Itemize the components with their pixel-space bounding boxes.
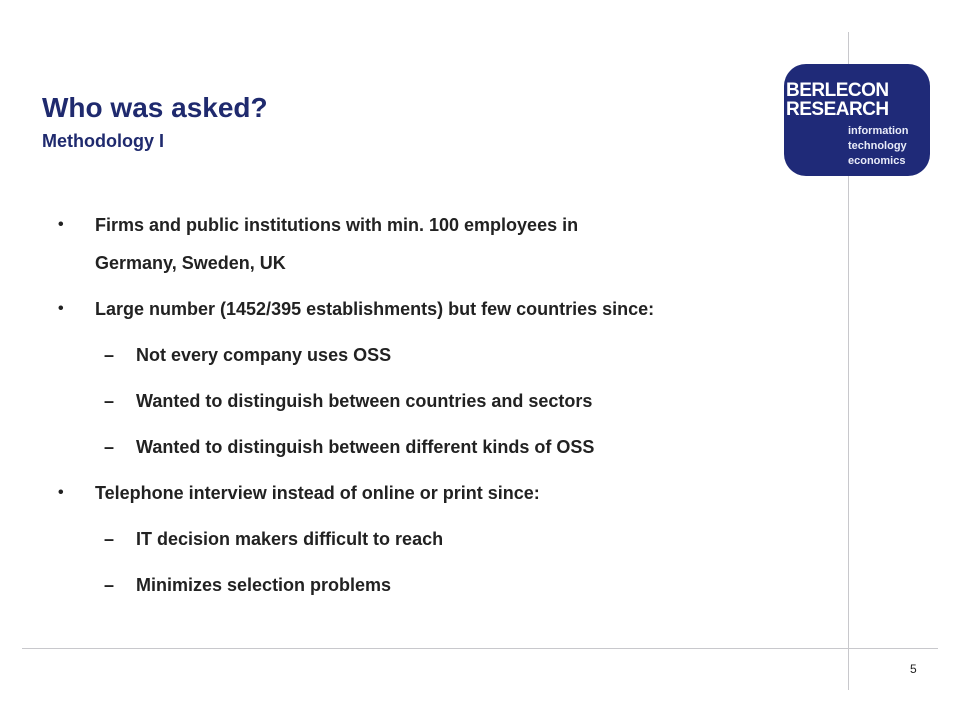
sub-bullet-marker: – bbox=[104, 437, 115, 457]
logo-line-1: BERLECON bbox=[786, 80, 889, 101]
berlecon-logo bbox=[784, 64, 930, 176]
sub-bullet-text: Wanted to distinguish between different kinds of OSS bbox=[136, 437, 595, 457]
sub-bullet-item bbox=[58, 520, 818, 558]
sub-bullet-item bbox=[58, 566, 818, 604]
sub-bullet-item bbox=[58, 382, 818, 420]
bullet-list bbox=[58, 206, 818, 604]
bullet-item bbox=[58, 206, 818, 282]
bullet-marker: • bbox=[58, 216, 64, 233]
bullet-text: Telephone interview instead of online or print since: bbox=[95, 483, 540, 503]
logo-tagline-1: information bbox=[848, 125, 909, 137]
sub-bullet-item bbox=[58, 428, 818, 466]
sub-bullet-marker: – bbox=[104, 529, 115, 549]
slide-title: Who was asked? bbox=[42, 92, 268, 123]
logo-tagline-3: economics bbox=[848, 155, 906, 167]
sub-bullet-text: Minimizes selection problems bbox=[136, 575, 392, 595]
logo-tagline-2: technology bbox=[848, 140, 907, 152]
page-number: 5 bbox=[910, 662, 917, 676]
bullet-text: Large number (1452/395 establishments) but few countries since: bbox=[95, 299, 655, 319]
sub-bullet-text: IT decision makers difficult to reach bbox=[136, 529, 444, 549]
bullet-text-continued: Germany, Sweden, UK bbox=[95, 253, 286, 273]
sub-bullet-marker: – bbox=[104, 391, 115, 411]
bullet-item bbox=[58, 290, 818, 328]
logo-line-2: RESEARCH bbox=[786, 99, 889, 120]
sub-bullet-marker: – bbox=[104, 345, 115, 365]
bullet-marker: • bbox=[58, 484, 64, 501]
sub-bullet-text: Wanted to distinguish between countries and sectors bbox=[136, 391, 593, 411]
bullet-text: Firms and public institutions with min. 100 employees in bbox=[95, 215, 579, 235]
slide-subtitle: Methodology I bbox=[42, 131, 164, 151]
footer-divider bbox=[22, 648, 938, 649]
bullet-item bbox=[58, 474, 818, 512]
sub-bullet-text: Not every company uses OSS bbox=[136, 345, 392, 365]
sub-bullet-marker: – bbox=[104, 575, 115, 595]
sub-bullet-item bbox=[58, 336, 818, 374]
bullet-marker: • bbox=[58, 300, 64, 317]
